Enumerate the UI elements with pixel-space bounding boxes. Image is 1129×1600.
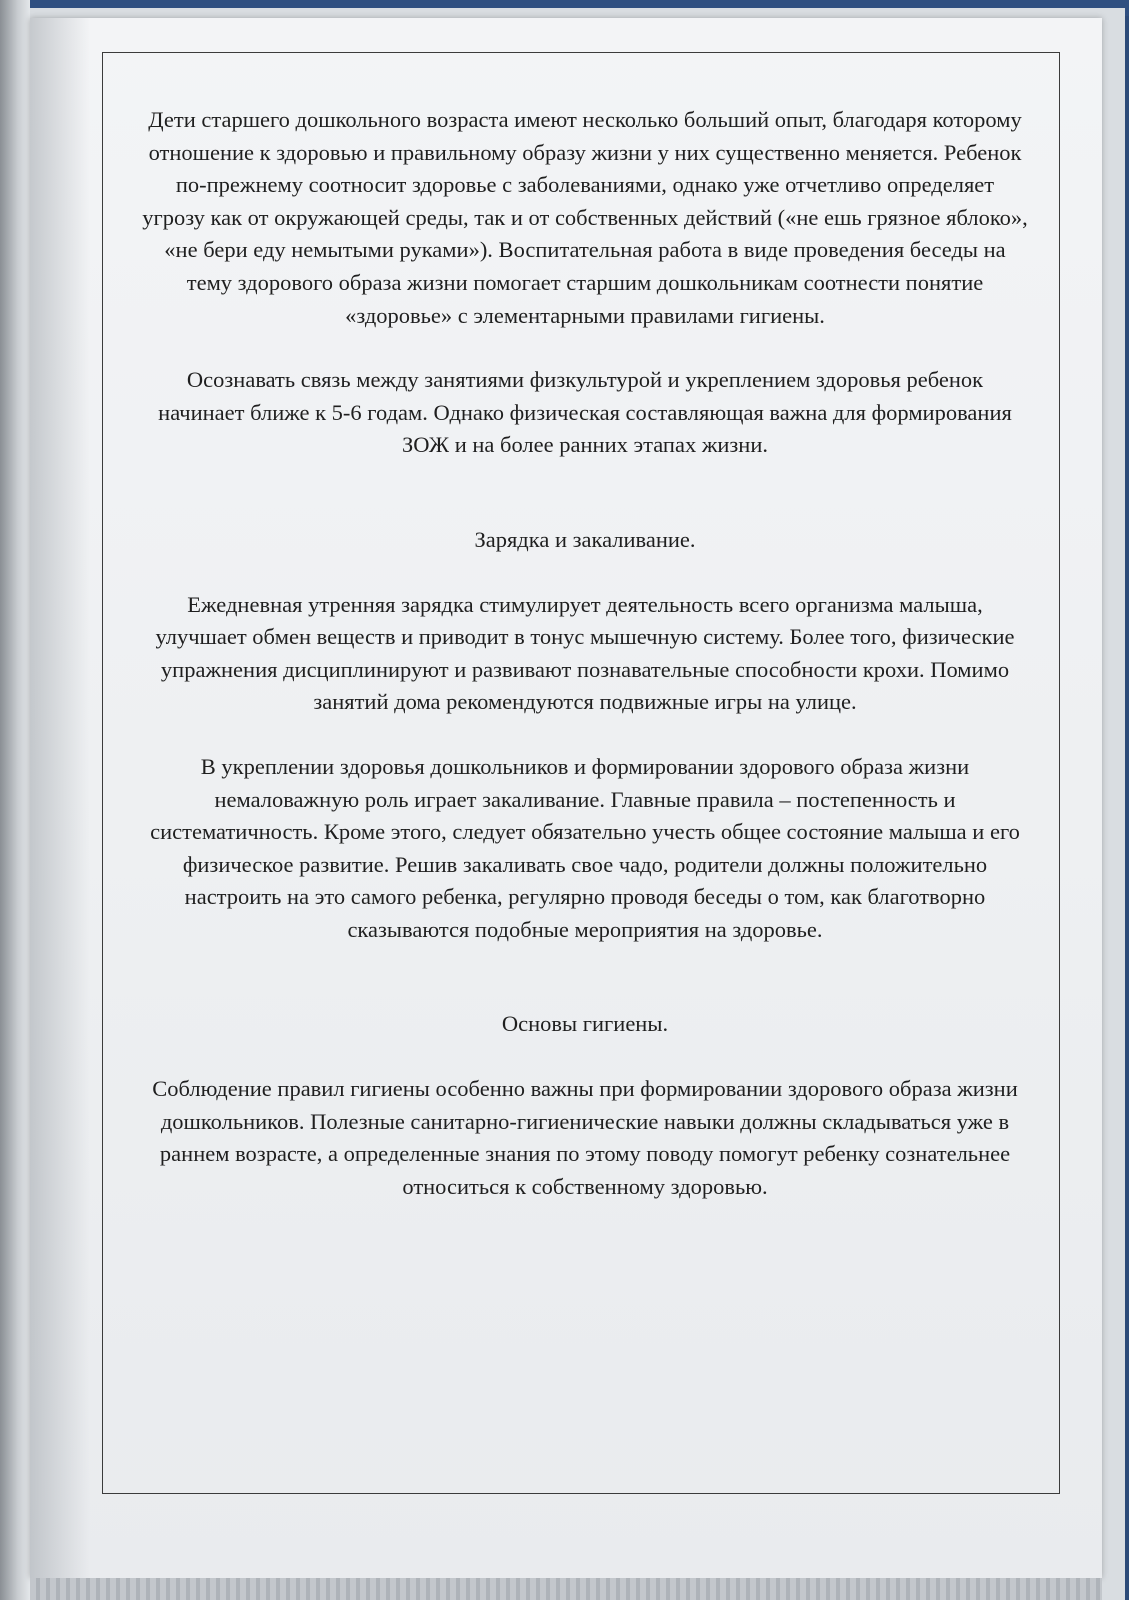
binder-spine [0,0,30,1600]
hygiene-paragraph-1: Соблюдение правил гигиены особенно важны при формировании здорового образа жизни дошкольников. Полезные санитарно-гигиенические навыки должны складываться уже в раннем возрасте, а определенные знания по этому поводу помогут ребенку сознательнее относиться к собственному здоровью. [152,1076,1018,1199]
intro-paragraph-2: Осознавать связь между занятиями физкультурой и укреплением здоровья ребенок начинает ближе к 5-6 годам. Однако физическая составляющая важна для формирования ЗОЖ и на более ранних этапах жизни. [158,367,1012,458]
intro-paragraph-1: Дети старшего дошкольного возраста имеют несколько больший опыт, благодаря которому отношение к здоровью и правильному образу жизни у них существенно меняется. Ребенок по-прежнему соотносит здоровье с заболеваниями, однако уже отчетливо определяет угрозу как от окружающей среды, так и от собственных действий («не ешь грязное яблоко», «не бери еду немытыми руками»). Воспитательная работа в виде проведения беседы на тему здорового образа жизни помогает старшим дошкольникам соотнести понятие «здоровье» с элементарными правилами гигиены. [142,107,1028,328]
exercise-paragraph-1: Ежедневная утренняя зарядка стимулирует деятельность всего организма малыша, улучшает обмен веществ и приводит в тонус мышечную систему. Более того, физические упражнения дисциплинируют и развивают познавательные способности крохи. Помимо занятий дома рекомендуются подвижные игры на улице. [155,591,1015,715]
section-heading-hygiene: Основы гигиены. [501,1011,669,1037]
sheet-protector-edge [30,1578,1102,1600]
page-shadow [30,18,90,1578]
section-heading-exercise: Зарядка и закаливание. [474,526,696,552]
exercise-paragraph-2: В укреплении здоровья дошкольников и формировании здорового образа жизни немаловажную роль играет закаливание. Главные правила – постепенность и систематичность. Кроме этого, следует обязательно учесть общее состояние малыша и его физическое развитие. Решив закаливать свое чадо, родители должны положительно настроить на это самого ребенка, регулярно проводя беседы о том, как благотворно сказываются подобные мероприятия на здоровье. [150,753,1020,942]
document-body [142,104,1028,1203]
